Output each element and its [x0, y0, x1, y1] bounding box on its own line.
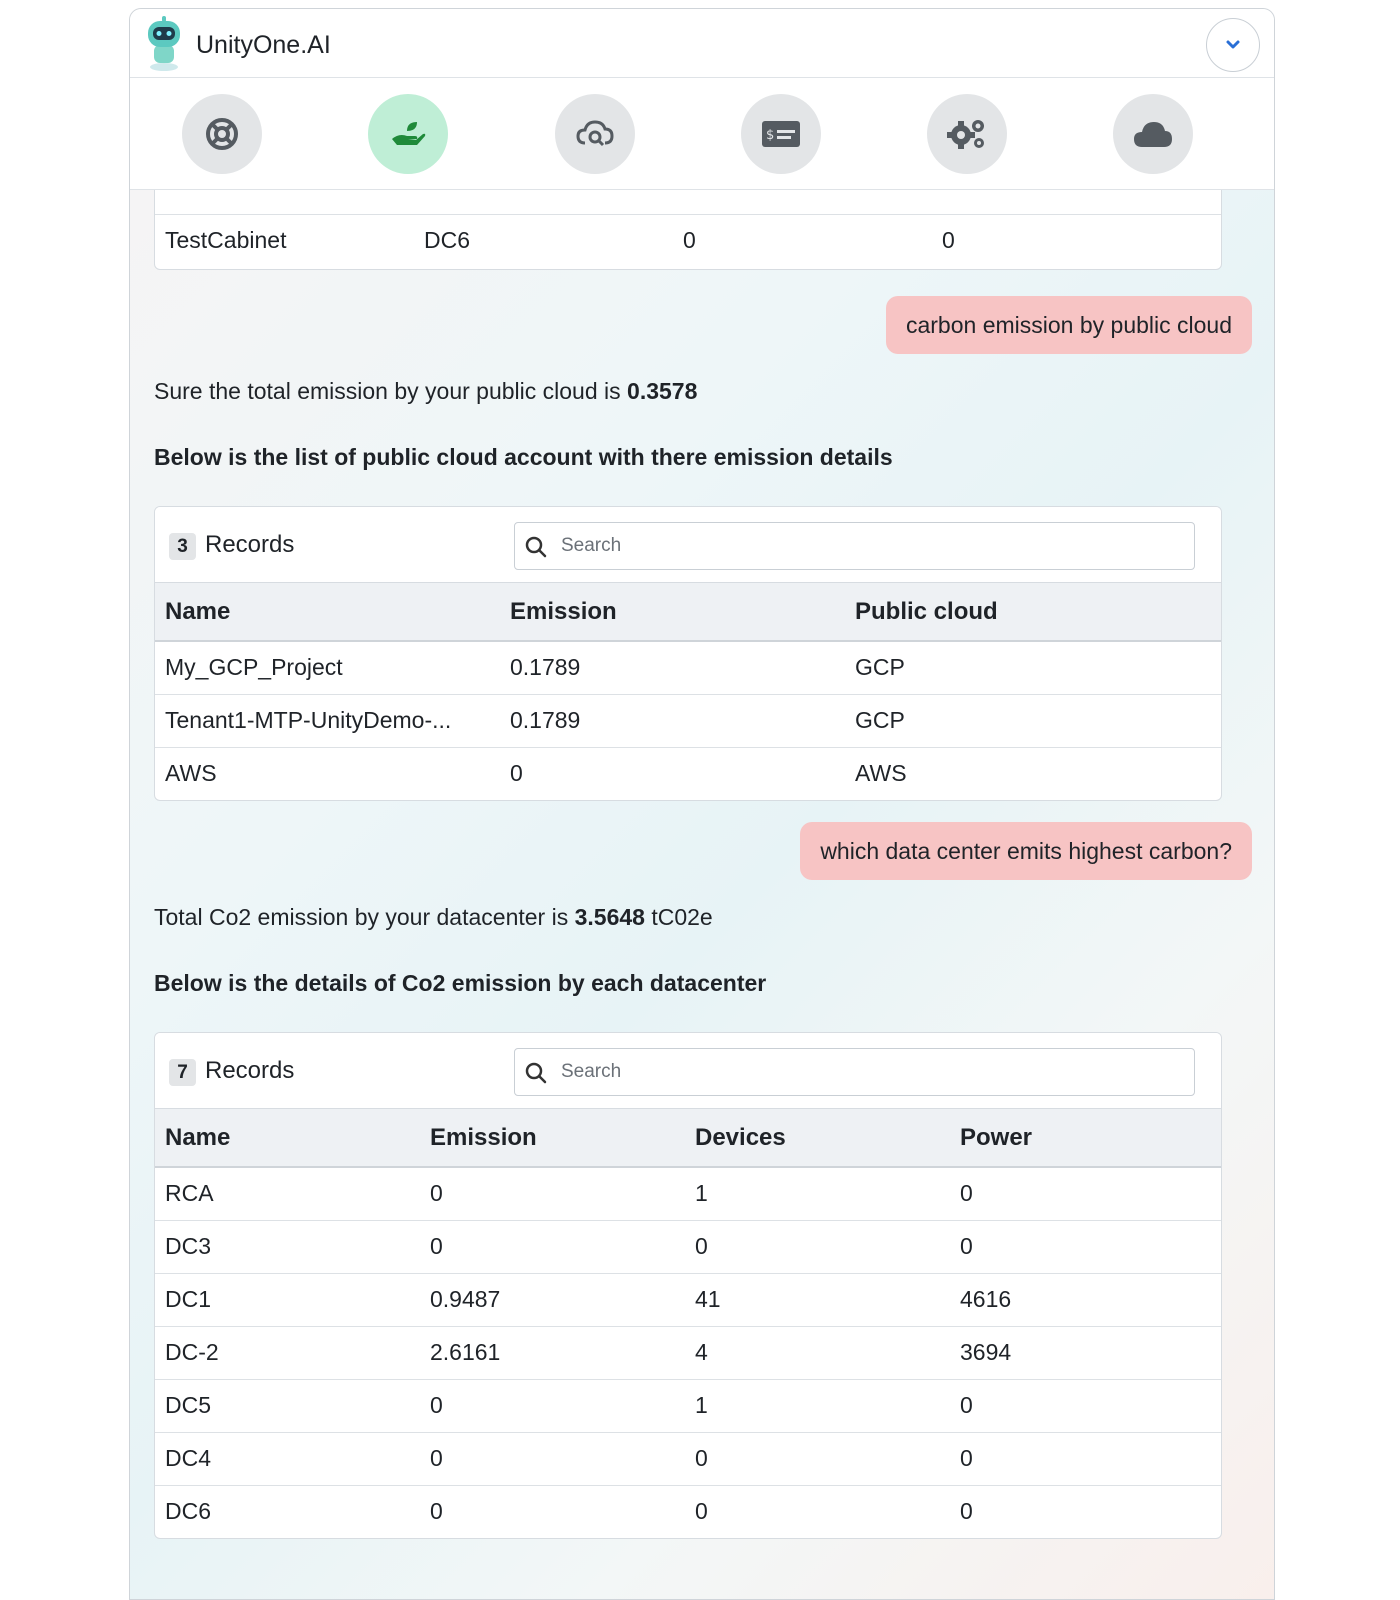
table-cell: 0	[960, 1498, 973, 1525]
hand-leaf-icon	[389, 119, 427, 149]
table-cell: 4	[685, 1326, 950, 1379]
table-cell: 0	[420, 1220, 685, 1273]
table-cell: DC-2	[155, 1326, 420, 1379]
billing-tool-button[interactable]	[741, 94, 821, 174]
chat-area[interactable]	[130, 190, 1274, 1599]
table-cell	[414, 190, 673, 214]
table-cell: 0	[950, 1220, 1221, 1273]
table-cell: 0	[685, 1432, 950, 1485]
column-header-public-cloud[interactable]: Public cloud	[845, 583, 1221, 641]
billing-card-icon	[761, 120, 801, 148]
table-row	[155, 1167, 1221, 1220]
table-cell: GCP	[845, 694, 1221, 747]
table-row	[155, 214, 1221, 267]
table-cell: 0	[430, 1498, 443, 1525]
column-header-emission[interactable]: Emission	[420, 1109, 685, 1167]
message-text: Total Co2 emission by your datacenter is	[154, 904, 575, 930]
table-cell: 0	[950, 1167, 1221, 1220]
table-cell: 0.9487	[420, 1273, 685, 1326]
column-header-power[interactable]: Power	[950, 1109, 1221, 1167]
datacenter-table	[154, 1032, 1222, 1539]
chat-panel	[129, 8, 1275, 1600]
table-cell: 3694	[950, 1326, 1221, 1379]
app-title: UnityOne.AI	[196, 31, 331, 59]
section-heading: Below is the details of Co2 emission by each datacenter	[154, 970, 767, 996]
column-header-devices[interactable]: Devices	[685, 1109, 950, 1167]
table-cell: TestCabinet	[165, 227, 287, 254]
search-input[interactable]	[559, 531, 1179, 561]
table-cell: DC4	[155, 1432, 420, 1485]
cloud-icon	[1132, 119, 1174, 149]
column-header-emission[interactable]: Emission	[500, 583, 845, 641]
table-cell: 0.1789	[500, 641, 845, 694]
column-header-name[interactable]: Name	[155, 583, 500, 641]
table-cell: 0	[950, 1379, 1221, 1432]
table-cell: 0	[685, 1220, 950, 1273]
records-bar	[155, 507, 1221, 583]
table-cell	[932, 190, 1221, 214]
table-row	[155, 747, 1221, 800]
table-cell: 41	[685, 1273, 950, 1326]
table-cell: DC1	[155, 1273, 420, 1326]
table-row	[155, 1326, 1221, 1379]
datacenter-table-body	[155, 1167, 1221, 1538]
table-cell: DC3	[155, 1220, 420, 1273]
sustainability-tool-button[interactable]	[368, 94, 448, 174]
table-cell: 0	[942, 227, 955, 254]
table-cell: 0	[420, 1167, 685, 1220]
cloud-search-tool-button[interactable]	[555, 94, 635, 174]
search-icon	[523, 1060, 549, 1086]
user-message-bubble: carbon emission by public cloud	[886, 296, 1252, 354]
table-cell: 0	[510, 760, 523, 787]
records-count-badge: 3	[169, 533, 196, 560]
assistant-message	[154, 378, 697, 405]
cloud-search-icon	[576, 119, 614, 149]
table-cell: DC5	[155, 1379, 420, 1432]
table-row	[155, 641, 1221, 694]
lifebuoy-icon	[204, 116, 240, 152]
table-row	[155, 190, 1221, 214]
table-cell: RCA	[155, 1167, 420, 1220]
table-header-row	[155, 583, 1221, 641]
table-cell: DC6	[424, 227, 471, 254]
table-cell: Tenant1-MTP-UnityDemo-...	[155, 694, 500, 747]
app-header	[130, 9, 1274, 78]
public-cloud-table	[154, 506, 1222, 801]
table-cell: 1	[685, 1379, 950, 1432]
table-cell: AWS	[855, 760, 907, 787]
table-row	[155, 694, 1221, 747]
table-cell: 2.6161	[420, 1326, 685, 1379]
table-row	[155, 1379, 1221, 1432]
emission-total-value: 3.5648	[574, 904, 645, 930]
table-cell: 4616	[950, 1273, 1221, 1326]
table-cell	[155, 190, 414, 214]
table-cell: 0	[695, 1498, 708, 1525]
table-cell: 0	[420, 1379, 685, 1432]
collapse-button[interactable]	[1206, 18, 1260, 72]
table-cell: GCP	[845, 641, 1221, 694]
table-cell: My_GCP_Project	[155, 641, 500, 694]
search-box	[514, 522, 1195, 570]
table-cell: 0	[683, 227, 696, 254]
table-row	[155, 1485, 1221, 1538]
chevron-down-icon	[1223, 35, 1243, 55]
column-header-name[interactable]: Name	[155, 1109, 420, 1167]
user-message-bubble: which data center emits highest carbon?	[800, 822, 1252, 880]
search-icon	[523, 534, 549, 560]
cloud-tool-button[interactable]	[1113, 94, 1193, 174]
support-tool-button[interactable]	[182, 94, 262, 174]
emission-total-value: 0.3578	[627, 378, 698, 404]
gears-icon	[947, 117, 987, 151]
search-input[interactable]	[559, 1057, 1179, 1087]
records-bar	[155, 1033, 1221, 1109]
search-box	[514, 1048, 1195, 1096]
table-row	[155, 1273, 1221, 1326]
table-cell: 0	[420, 1432, 685, 1485]
section-heading: Below is the list of public cloud account with there emission details	[154, 444, 893, 470]
table-cell: AWS	[165, 760, 217, 787]
table-cell: 0.1789	[500, 694, 845, 747]
table-cell: DC6	[165, 1498, 212, 1525]
records-label: Records	[205, 1057, 295, 1084]
records-count-badge: 7	[169, 1059, 196, 1086]
table-row	[155, 1220, 1221, 1273]
assistant-message	[154, 904, 713, 931]
table-cell: 1	[685, 1167, 950, 1220]
feature-toolbar	[130, 78, 1274, 190]
previous-table	[154, 190, 1222, 270]
automation-tool-button[interactable]	[927, 94, 1007, 174]
robot-logo-icon	[144, 15, 184, 73]
table-cell: 0	[950, 1432, 1221, 1485]
message-text: Sure the total emission by your public cloud is	[154, 378, 628, 404]
table-cell	[673, 190, 932, 214]
svg-text:$: $	[766, 128, 775, 143]
table-row	[155, 1432, 1221, 1485]
emission-unit: tC02e	[644, 904, 713, 930]
table-header-row	[155, 1109, 1221, 1167]
records-label: Records	[205, 531, 295, 558]
